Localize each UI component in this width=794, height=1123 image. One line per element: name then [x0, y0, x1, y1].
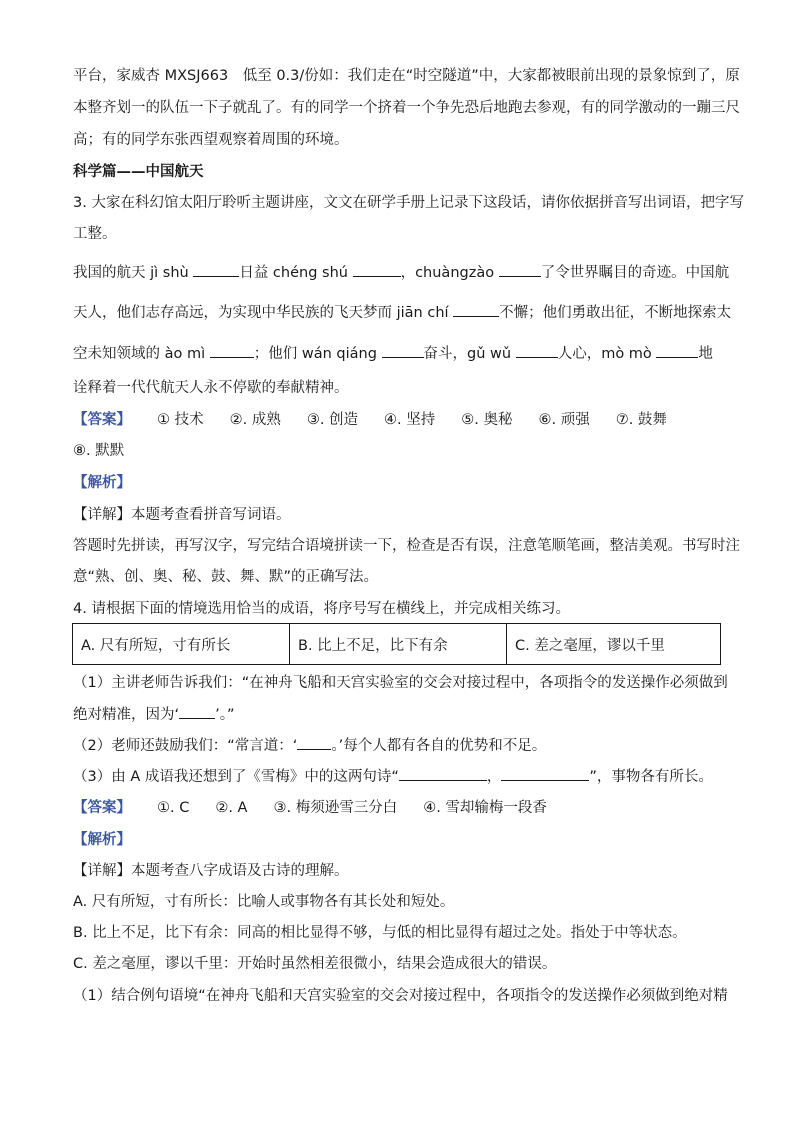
q3-passage-line-2: 天人，他们志存高远，为实现中华民族的飞天梦而 jiān chí 不懈；他们勇敢出征，不断地探索太 [73, 302, 731, 323]
q3-passage-line-1: 我国的航天 jì shù 日益 chéng shú ，chuàngzào 了令世界瞩目的奇迹。中国航 [73, 262, 729, 283]
q4-stem: 4. 请根据下面的情境选用恰当的成语，将序号写在横线上，并完成相关练习。 [73, 601, 570, 617]
blank-q4-4[interactable] [501, 766, 589, 781]
q3-exp-2: 意“熟、创、奥、秘、鼓、舞、默”的正确写法。 [73, 569, 379, 585]
q4-exp-b: B. 比上不足，比下有余：同高的相比显得不够，与低的相比显得有超过之处。指处于中等状态。 [73, 925, 687, 941]
q4-detail: 【详解】本题考查八字成语及古诗的理解。 [73, 863, 349, 879]
option-c: C. 差之毫厘，谬以千里 [507, 624, 721, 665]
q4-exp-1: （1）结合例句语境“在神舟飞船和天宫实验室的交会对接过程中，各项指令的发送操作必须做到绝对精 [73, 988, 728, 1004]
q3-stem-1: 3. 大家在科幻馆太阳厅聆听主题讲座，文文在研学手册上记录下这段话，请你依据拼音写出词语，把字写 [73, 195, 744, 211]
blank-5[interactable] [210, 343, 254, 358]
intro-line-2: 本整齐划一的队伍一下子就乱了。有的同学一个挤着一个争先恐后地跑去参观，有的同学激动的一蹦三尺 [73, 100, 740, 116]
answer-label: 【答案】 [73, 412, 131, 428]
q4-sub1-line-1: （1）主讲老师告诉我们：“在神舟飞船和天宫实验室的交会对接过程中，各项指令的发送操作必须做到 [73, 675, 728, 691]
q3-answer-row: 【答案】 ① 技术 ②. 成熟 ③. 创造 ④. 坚持 ⑤. 奥秘 ⑥. 顽强 ⑦. 鼓舞 [73, 412, 667, 428]
q4-sub1-line-2: 绝对精准，因为‘ ’。” [73, 704, 234, 725]
blank-4[interactable] [453, 302, 499, 317]
q4-exp-a: A. 尺有所短，寸有所长：比喻人或事物各有其长处和短处。 [73, 894, 455, 910]
q4-analysis-label: 【解析】 [73, 832, 131, 848]
blank-6[interactable] [382, 343, 424, 358]
blank-q4-3[interactable] [399, 766, 487, 781]
blank-q4-1[interactable] [179, 704, 215, 719]
blank-2[interactable] [353, 262, 401, 277]
q4-sub2: （2）老师还鼓励我们：“常言道：‘ 。’每个人都有各自的优势和不足。 [73, 735, 546, 756]
q4-sub3: （3）由 A 成语我还想到了《雪梅》中的这两句诗“ ， ”，事物各有所长。 [73, 766, 713, 787]
q3-passage-line-4: 诠释着一代代航天人永不停歇的奉献精神。 [73, 380, 349, 396]
blank-7[interactable] [516, 343, 558, 358]
blank-q4-2[interactable] [297, 735, 331, 750]
section-title: 科学篇——中国航天 [73, 164, 204, 180]
q3-analysis-label: 【解析】 [73, 475, 131, 491]
blank-1[interactable] [193, 262, 239, 277]
q4-options-table [72, 623, 721, 665]
q3-stem-2: 工整。 [73, 226, 117, 242]
q3-answer-8: ⑧. 默默 [73, 443, 125, 459]
answer-label: 【答案】 [73, 800, 131, 816]
option-a: A. 尺有所短，寸有所长 [73, 624, 290, 665]
intro-line-1: 平台，家威杏 MXSJ663 低至 0.3/份如：我们走在“时空隧道”中，大家都被眼前出现的景象惊到了，原 [73, 68, 740, 84]
q4-exp-c: C. 差之毫厘，谬以千里：开始时虽然相差很微小，结果会造成很大的错误。 [73, 956, 557, 972]
option-b: B. 比上不足，比下有余 [290, 624, 507, 665]
q3-detail: 【详解】本题考查看拼音写词语。 [73, 507, 291, 523]
q3-passage-line-3: 空未知领域的 ào mì ；他们 wán qiáng 奋斗，gǔ wǔ 人心，mò mò 地 [73, 343, 713, 364]
blank-8[interactable] [656, 343, 698, 358]
q3-exp-1: 答题时先拼读，再写汉字，写完结合语境拼读一下，检查是否有误，注意笔顺笔画，整洁美观。书写时注 [73, 538, 740, 554]
blank-3[interactable] [499, 262, 541, 277]
q4-answer-row: 【答案】 ①. C ②. A ③. 梅须逊雪三分白 ④. 雪却输梅一段香 [73, 800, 547, 816]
intro-line-3: 高；有的同学东张西望观察着周围的环境。 [73, 132, 349, 148]
